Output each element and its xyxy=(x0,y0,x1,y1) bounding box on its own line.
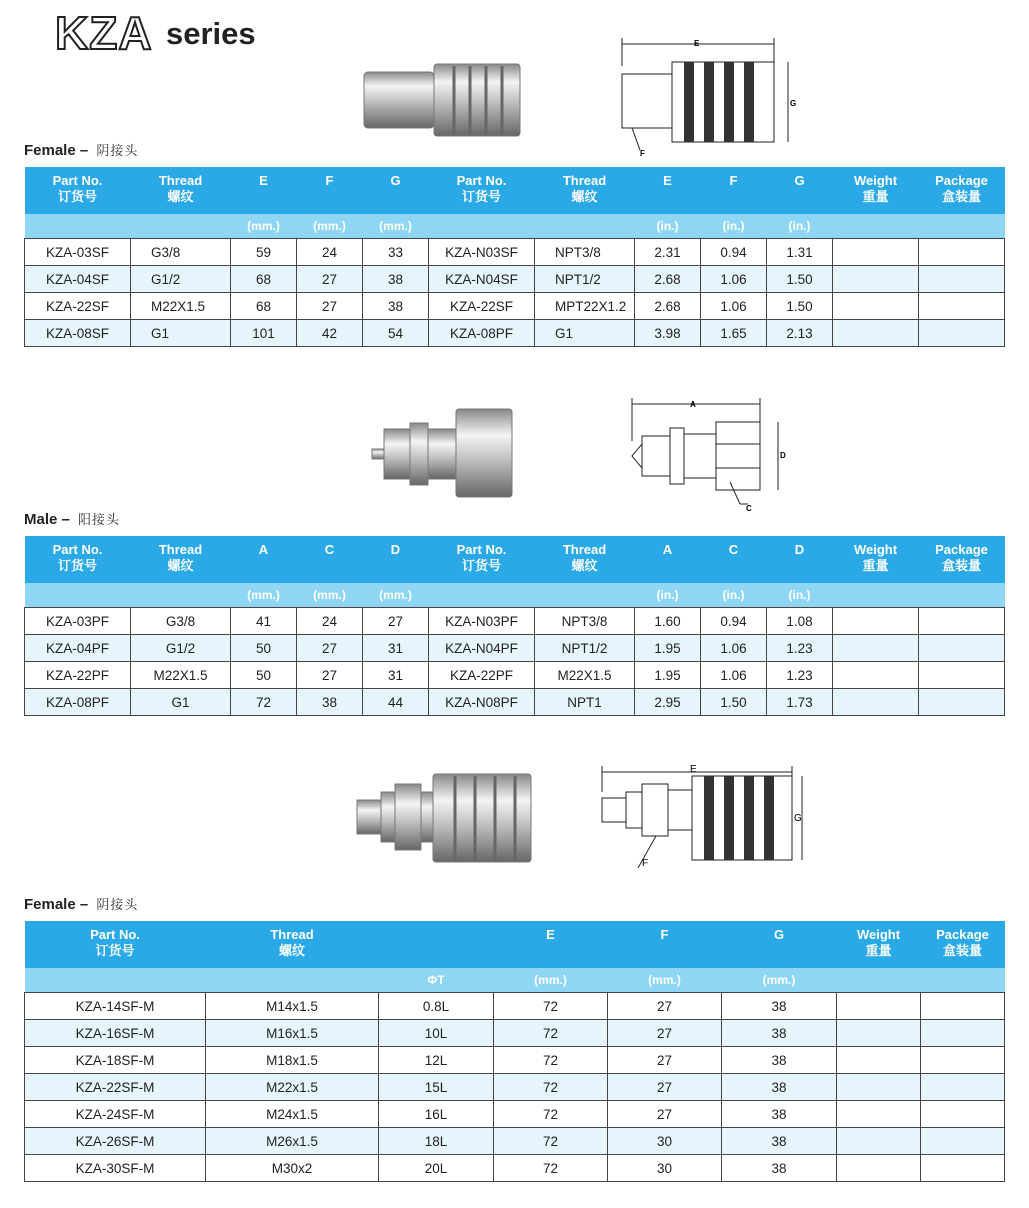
table-units-row: (mm.) (mm.) (mm.) (in.) (in.) (in.) xyxy=(25,214,1005,239)
male-spec-table xyxy=(24,536,1005,716)
table-row: KZA-03PF G3/8 41 24 27 KZA-N03PF NPT3/8 1.60 0.94 1.08 xyxy=(25,608,1005,635)
header-cell: F xyxy=(608,921,722,968)
dim-label-top: A xyxy=(690,400,696,409)
header-cell: Part No. 订货号 xyxy=(429,167,535,214)
table-row: KZA-30SF-M M30x2 20L 72 30 38 xyxy=(25,1155,1005,1182)
header-cell: F xyxy=(701,167,767,214)
table-row: KZA-04SF G1/2 68 27 38 KZA-N04SF NPT1/2 2.68 1.06 1.50 xyxy=(25,266,1005,293)
header-cell: A xyxy=(231,536,297,583)
header-cell: Part No. 订货号 xyxy=(25,167,131,214)
header-cell: E xyxy=(494,921,608,968)
series-label: series xyxy=(166,16,256,51)
header-cell: Weight 重量 xyxy=(833,536,919,583)
header-cell: Thread 螺纹 xyxy=(535,167,635,214)
header-cell: E xyxy=(635,167,701,214)
table-row: KZA-16SF-M M16x1.5 10L 72 27 38 xyxy=(25,1020,1005,1047)
dim-label-bottom: C xyxy=(746,504,752,513)
section-title-zh: 阴接头 xyxy=(96,897,139,912)
section-title-female-2: Female – 阴接头 xyxy=(24,896,139,913)
header-cell: Thread 螺纹 xyxy=(535,536,635,583)
table-row: KZA-03SF G3/8 59 24 33 KZA-N03SF NPT3/8 2.31 0.94 1.31 xyxy=(25,239,1005,266)
header-cell: Thread 螺纹 xyxy=(131,536,231,583)
table-units-row: (mm.) (mm.) (mm.) (in.) (in.) (in.) xyxy=(25,583,1005,608)
dim-label-bottom: F xyxy=(640,149,645,158)
header-cell: G xyxy=(767,167,833,214)
section-title-zh: 阴接头 xyxy=(96,143,139,158)
table-header-row xyxy=(25,167,1005,214)
female-coupler-photo xyxy=(360,60,525,140)
header-cell: G xyxy=(363,167,429,214)
table-header-row xyxy=(25,921,1005,968)
table-row: KZA-14SF-M M14x1.5 0.8L 72 27 38 xyxy=(25,993,1005,1020)
table-row: KZA-22SF M22X1.5 68 27 38 KZA-22SF MPT22X1.2 2.68 1.06 1.50 xyxy=(25,293,1005,320)
header-cell: Package 盒装量 xyxy=(919,167,1005,214)
table-row: KZA-26SF-M M26x1.5 18L 72 30 38 xyxy=(25,1128,1005,1155)
header-cell: C xyxy=(701,536,767,583)
header-cell: Package 盒装量 xyxy=(919,536,1005,583)
section-title-en: Female xyxy=(24,142,76,159)
series-logo: KZA xyxy=(55,7,153,59)
section-title-male: Male – 阳接头 xyxy=(24,511,121,528)
section-title-en: Male xyxy=(24,511,58,528)
dim-label-bottom: F xyxy=(642,858,649,869)
table-header-row xyxy=(25,536,1005,583)
table-row: KZA-24SF-M M24x1.5 16L 72 27 38 xyxy=(25,1101,1005,1128)
header-cell: Package 盒装量 xyxy=(921,921,1005,968)
dim-label-top: E xyxy=(690,764,697,775)
table-row: KZA-22SF-M M22x1.5 15L 72 27 38 xyxy=(25,1074,1005,1101)
table-row: KZA-22PF M22X1.5 50 27 31 KZA-22PF M22X1.5 1.95 1.06 1.23 xyxy=(25,662,1005,689)
dim-label-top: E xyxy=(694,39,700,48)
table-row: KZA-04PF G1/2 50 27 31 KZA-N04PF NPT1/2 1.95 1.06 1.23 xyxy=(25,635,1005,662)
header-cell: Thread 螺纹 xyxy=(131,167,231,214)
table-units-row: ΦT (mm.) (mm.) (mm.) xyxy=(25,968,1005,993)
header-cell xyxy=(379,921,494,968)
section-title-en: Female xyxy=(24,896,76,913)
header-cell: Weight 重量 xyxy=(837,921,921,968)
header-cell: D xyxy=(363,536,429,583)
dim-label-side: G xyxy=(794,813,802,824)
table-row: KZA-08PF G1 72 38 44 KZA-N08PF NPT1 2.95 1.50 1.73 xyxy=(25,689,1005,716)
header-cell: C xyxy=(297,536,363,583)
header-cell: G xyxy=(722,921,837,968)
header-cell: Thread 螺纹 xyxy=(206,921,379,968)
header-cell: F xyxy=(297,167,363,214)
header-cell: Part No. 订货号 xyxy=(25,536,131,583)
header-cell: Part No. 订货号 xyxy=(25,921,206,968)
female-spec-table xyxy=(24,167,1005,347)
dim-label-side: D xyxy=(780,451,786,460)
female-coupler-m-diagram xyxy=(596,762,816,877)
female-coupler-diagram xyxy=(612,36,802,161)
header-cell: Part No. 订货号 xyxy=(429,536,535,583)
header-cell: Weight 重量 xyxy=(833,167,919,214)
female-m-spec-table xyxy=(24,921,1005,1182)
header-cell: A xyxy=(635,536,701,583)
female-coupler-m-photo xyxy=(355,770,535,865)
dim-label-side: G xyxy=(790,99,797,108)
section-title-zh: 阳接头 xyxy=(78,512,121,527)
header-cell: D xyxy=(767,536,833,583)
table-row: KZA-18SF-M M18x1.5 12L 72 27 38 xyxy=(25,1047,1005,1074)
table-row: KZA-08SF G1 101 42 54 KZA-08PF G1 3.98 1.65 2.13 xyxy=(25,320,1005,347)
male-coupler-diagram xyxy=(620,396,795,516)
male-coupler-photo xyxy=(370,405,515,500)
section-title-female-1: Female – 阴接头 xyxy=(24,142,139,159)
header-cell: E xyxy=(231,167,297,214)
